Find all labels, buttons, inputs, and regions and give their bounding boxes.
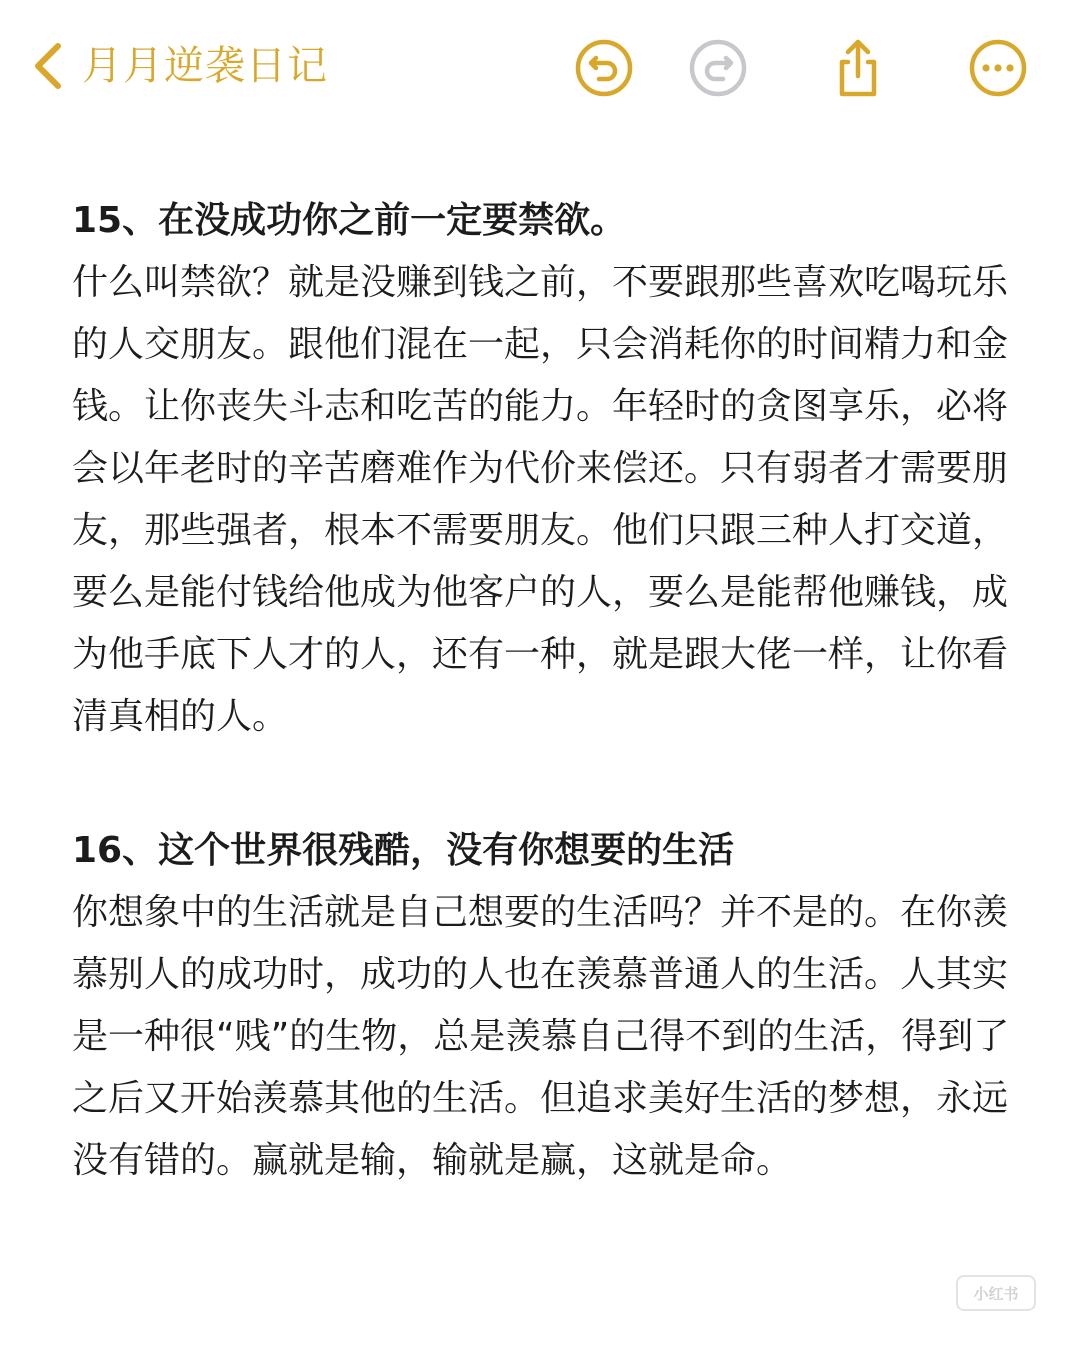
- note-content[interactable]: [72, 190, 1032, 1264]
- back-button[interactable]: [28, 36, 328, 96]
- undo-button[interactable]: [572, 36, 636, 100]
- back-button-label: 月月逆袭日记: [82, 43, 328, 89]
- navigation-bar: [0, 0, 1080, 130]
- section-body: 什么叫禁欲？就是没赚到钱之前，不要跟那些喜欢吃喝玩乐的人交朋友。跟他们混在一起，只会消耗你的时间精力和金钱。让你丧失斗志和吃苦的能力。年轻时的贪图享乐，必将会以年老时的辛苦磨难作为代价来偿还。只有弱者才需要朋友，那些强者，根本不需要朋友。他们只跟三种人打交道，要么是能付钱给他成为他客户的人，要么是能帮他赚钱，成为他手底下人才的人，还有一种，就是跟大佬一样，让你看清真相的人。: [72, 262, 1009, 737]
- watermark: 小红书: [956, 1275, 1036, 1311]
- more-button[interactable]: [966, 36, 1030, 100]
- section-body: 你想象中的生活就是自己想要的生活吗？并不是的。在你羡慕别人的成功时，成功的人也在羡慕普通人的生活。人其实是一种很“贱”的生物，总是羡慕自己得不到的生活，得到了之后又开始羡慕其他的生活。但追求美好生活的梦想，永远没有错的。赢就是输，输就是赢，这就是命。: [72, 892, 1010, 1181]
- undo-icon: [572, 36, 636, 100]
- redo-icon: [686, 36, 750, 100]
- more-icon: [966, 36, 1030, 100]
- chevron-left-icon: [28, 38, 68, 94]
- redo-button[interactable]: [686, 36, 750, 100]
- share-icon: [826, 36, 890, 100]
- note-section-15: [72, 190, 1032, 748]
- section-title: 15、在没成功你之前一定要禁欲。: [72, 200, 627, 241]
- section-title: 16、这个世界很残酷，没有你想要的生活: [72, 830, 735, 871]
- note-section-16: [72, 820, 1032, 1192]
- share-button[interactable]: [826, 36, 890, 100]
